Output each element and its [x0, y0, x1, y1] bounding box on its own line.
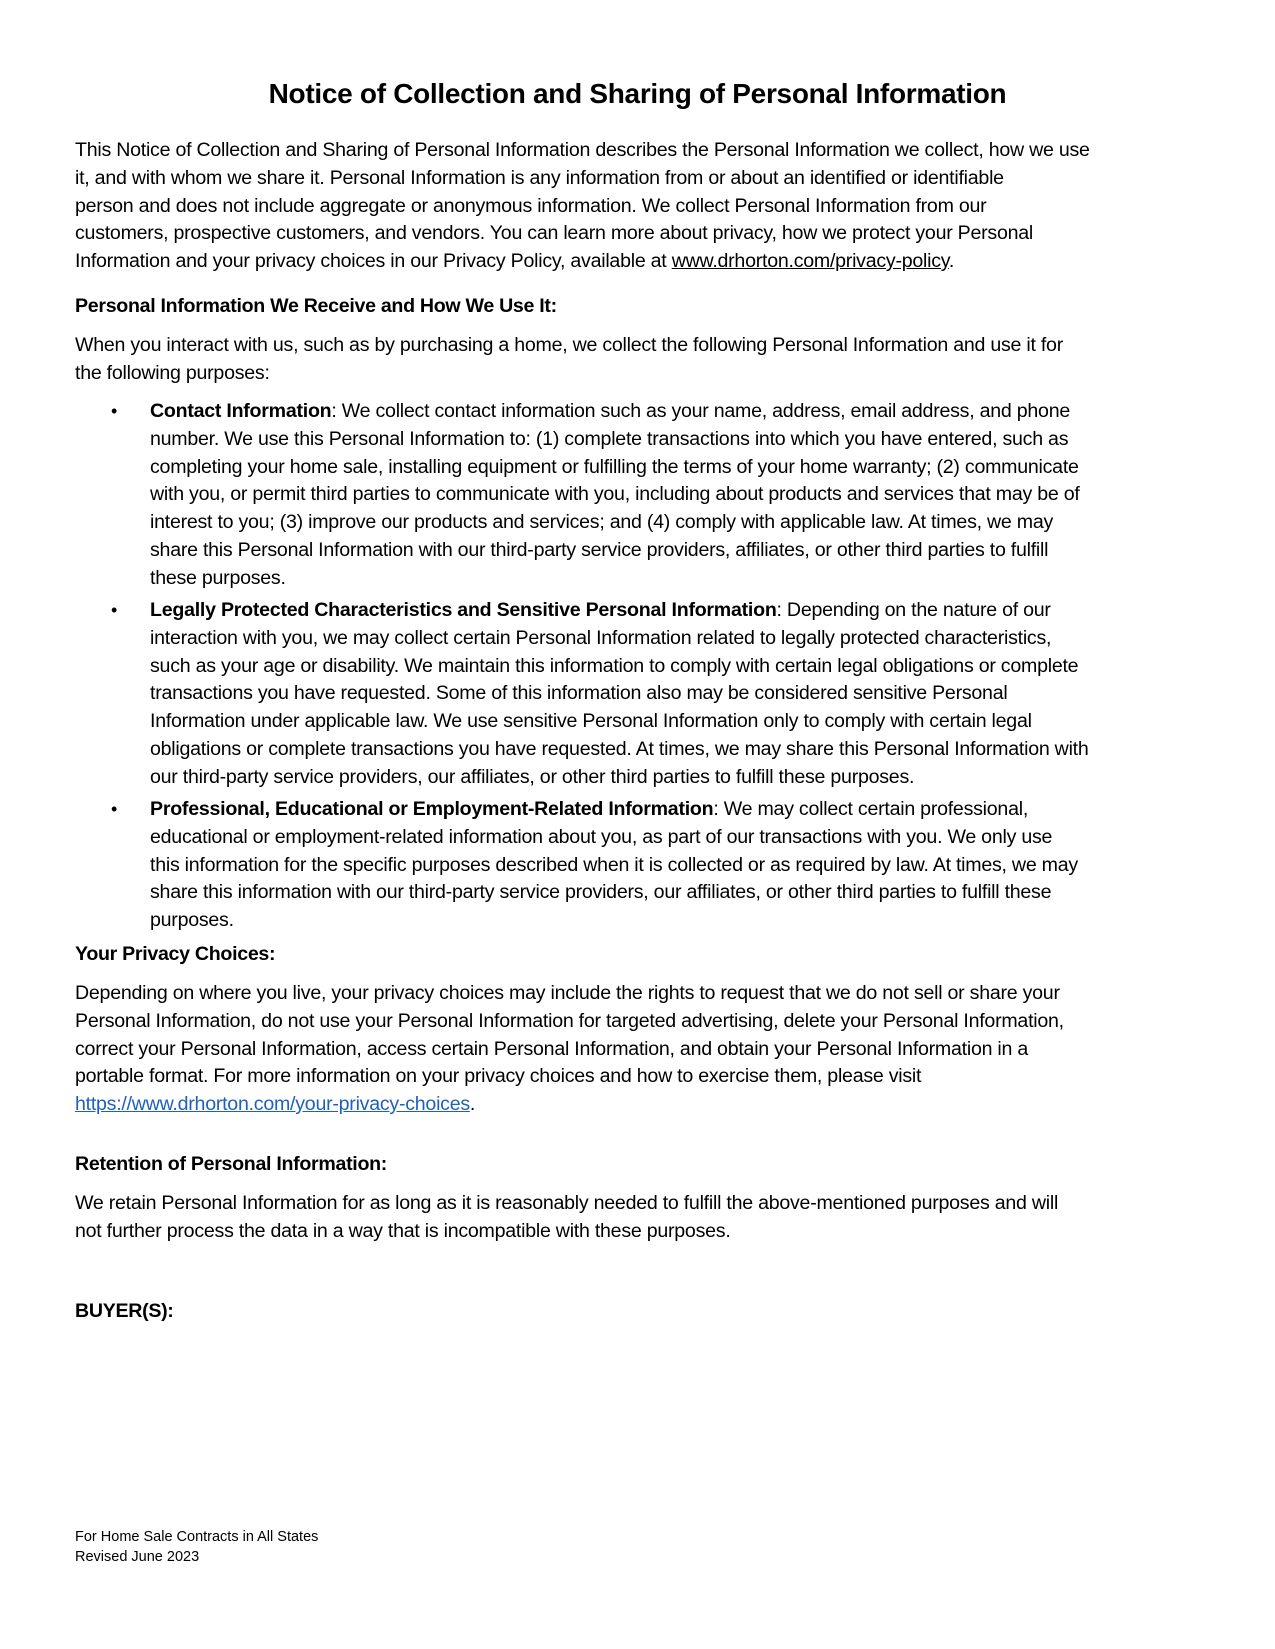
choices-line: Personal Information, do not use your Personal Information for targeted advertising, delete your Personal Information,	[75, 1009, 1064, 1032]
bullet-icon: •	[111, 799, 118, 819]
page-title: Notice of Collection and Sharing of Personal Information	[268, 78, 1007, 109]
bullet-term: Legally Protected Characteristics and Sensitive Personal Information	[150, 599, 777, 621]
bullet-icon: •	[111, 600, 118, 620]
bullet-line: these purposes.	[150, 566, 286, 589]
intro-paragraph	[75, 137, 1205, 276]
receive-line: When you interact with us, such as by purchasing a home, we collect the following Personal Information and use it for	[75, 334, 1063, 356]
choices-line: correct your Personal Information, access certain Personal Information, and obtain your Personal Information in a	[75, 1037, 1029, 1060]
privacy-choices-paragraph	[75, 980, 1205, 1119]
bullet-line: our third-party service providers, our affiliates, or other third parties to fulfill these purposes.	[150, 765, 915, 788]
bullet-text: : Depending on the nature of our	[776, 599, 1051, 621]
section-heading-retention: Retention of Personal Information:	[75, 1153, 388, 1175]
bullet-term: Contact Information	[150, 400, 332, 422]
bullet-line: share this Personal Information with our third-party service providers, affiliates, or other third parties to fulfill	[150, 538, 1049, 561]
buyers-signature-label: BUYER(S):	[75, 1300, 174, 1322]
intro-line: This Notice of Collection and Sharing of Personal Information describes the Personal Information we collect, how we use	[75, 139, 1090, 161]
footer	[75, 1527, 318, 1567]
bullet-line: with you, or permit third parties to communicate with you, including about products and services that may be of	[150, 483, 1080, 506]
intro-line: customers, prospective customers, and vendors. You can learn more about privacy, how we protect your Personal	[75, 222, 1034, 245]
choices-link-line	[75, 1091, 1205, 1119]
footer-scope: For Home Sale Contracts in All States	[75, 1529, 319, 1545]
bullet-term: Professional, Educational or Employment-Related Information	[150, 798, 714, 820]
intro-line: person and does not include aggregate or anonymous information. We collect Personal Information from our	[75, 194, 987, 217]
choices-line: portable format. For more information on your privacy choices and how to exercise them, please visit	[75, 1065, 922, 1088]
intro-last-suffix: .	[948, 250, 955, 273]
retention-line: We retain Personal Information for as long as it is reasonably needed to fulfill the above-mentioned purposes and will	[75, 1192, 1059, 1214]
bullet-text: : We may collect certain professional,	[713, 798, 1029, 820]
intro-line: it, and with whom we share it. Personal Information is any information from or about an identified or identifiable	[75, 166, 1004, 189]
retention-line: not further process the data in a way that is incompatible with these purposes.	[75, 1219, 731, 1242]
intro-line-last	[75, 248, 1205, 276]
footer-revision: Revised June 2023	[75, 1549, 200, 1565]
bullet-icon: •	[111, 401, 118, 421]
bullet-line: interest to you; (3) improve our products and services; and (4) comply with applicable law. At times, we may	[150, 511, 1054, 534]
bullet-line: educational or employment-related information about you, as part of our transactions with you. We only use	[150, 825, 1053, 848]
choices-link-suffix: .	[469, 1093, 476, 1116]
bullet-line: such as your age or disability. We maintain this information to comply with certain legal obligations or complete	[150, 654, 1079, 677]
bullet-line: transactions you have requested. Some of this information also may be considered sensitive Personal	[150, 682, 1008, 705]
bullet-line: interaction with you, we may collect certain Personal Information related to legally protected characteristics,	[150, 626, 1052, 649]
intro-last-prefix: Information and your privacy choices in our Privacy Policy, available at	[75, 250, 672, 273]
privacy-choices-link[interactable]: https://www.drhorton.com/your-privacy-choices	[75, 1093, 470, 1116]
section-heading-privacy-choices: Your Privacy Choices:	[75, 943, 276, 965]
bullet-line: Information under applicable law. We use sensitive Personal Information only to comply with certain legal	[150, 710, 1032, 733]
receive-paragraph	[75, 332, 1205, 388]
bullet-line: this information for the specific purposes described when it is collected or as required by law. At times, we may	[150, 853, 1078, 876]
bullet-line: number. We use this Personal Information to: (1) complete transactions into which you have entered, such as	[150, 427, 1069, 450]
section-heading-receive: Personal Information We Receive and How We Use It:	[75, 295, 557, 317]
privacy-policy-link[interactable]: www.drhorton.com/privacy-policy	[671, 250, 949, 273]
bullet-line: purposes.	[150, 909, 234, 932]
bullet-line: completing your home sale, installing equipment or fulfilling the terms of your home warranty; (2) communicate	[150, 455, 1079, 478]
bullet-text: : We collect contact information such as your name, address, email address, and phone	[331, 400, 1070, 422]
retention-paragraph	[75, 1190, 1205, 1246]
choices-line: Depending on where you live, your privacy choices may include the rights to request that we do not sell or share your	[75, 982, 1060, 1004]
bullet-line: share this information with our third-party service providers, our affiliates, or other third parties to fulfill these	[150, 881, 1052, 904]
receive-line: the following purposes:	[75, 361, 270, 384]
bullet-line: obligations or complete transactions you have requested. At times, we may share this Personal Information with	[150, 737, 1089, 760]
